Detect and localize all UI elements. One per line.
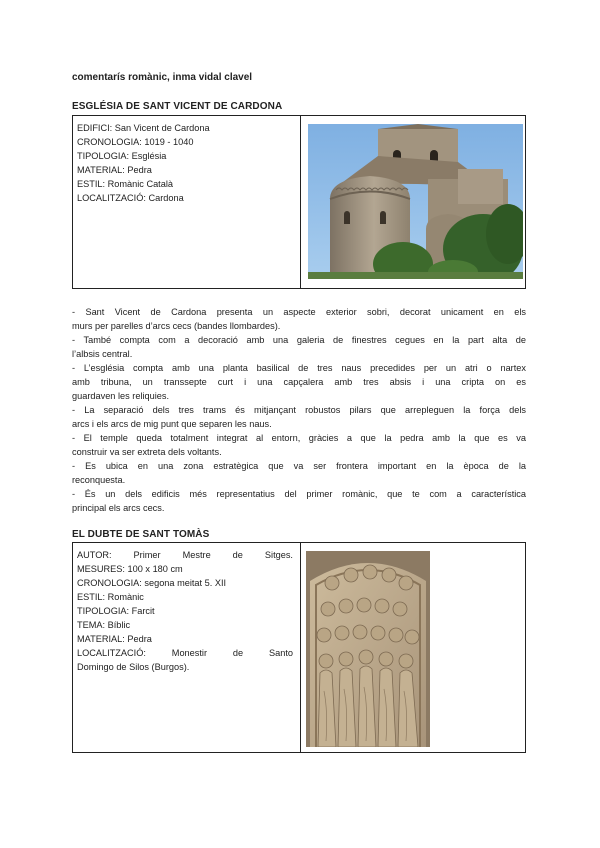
desc-line: - També compta com a decoració amb una galeria de finestres cegues en la part alta de <box>72 335 526 345</box>
desc-line: - El temple queda totalment integrat al entorn, gràcies a que la pedra amb la que es va <box>72 433 526 443</box>
desc-line: guardaven les reliquies. <box>72 391 170 401</box>
info-table-sant-tomas <box>72 542 526 753</box>
facts-list-cardona <box>77 121 210 205</box>
info-table-cardona <box>72 115 526 289</box>
fact-tema: TEMA: Bíblic <box>77 620 131 630</box>
description-cardona <box>72 305 526 515</box>
document-header: comentarís romànic, inma vidal clavel <box>72 72 253 83</box>
relief-photo <box>306 551 430 747</box>
fact-estil: ESTIL: Romànic <box>77 592 144 602</box>
desc-line: reconquesta. <box>72 475 126 485</box>
column-divider <box>300 543 301 752</box>
desc-line: principal els arcs cecs. <box>72 503 165 513</box>
desc-line: amb tribuna, un transsepte curt i una capçalera amb tres absis i una cripta on es <box>72 377 526 387</box>
fact-cronologia: CRONOLOGIA: 1019 - 1040 <box>77 137 194 147</box>
facts-list-sant-tomas <box>77 548 293 674</box>
fact-edifici: EDIFICI: San Vicent de Cardona <box>77 123 210 133</box>
desc-line: - L’església compta amb una planta basilical de tres naus precedides per un atri o nartex <box>72 363 526 373</box>
fact-autor: AUTOR: Primer Mestre de Sitges. <box>77 550 293 560</box>
fact-localitzacio: LOCALITZACIÓ: Monestir de Santo <box>77 648 293 658</box>
section-title-cardona: ESGLÉSIA DE SANT VICENT DE CARDONA <box>72 101 283 112</box>
fact-mesures: MESURES: 100 x 180 cm <box>77 564 183 574</box>
fact-estil: ESTIL: Romànic Català <box>77 179 173 189</box>
desc-line: arcs i els arcs de mig punt que separen les naus. <box>72 419 272 429</box>
fact-tipologia: TIPOLOGIA: Farcit <box>77 606 155 616</box>
fact-localitzacio-cont: Domingo de Silos (Burgos). <box>77 662 190 672</box>
desc-line: murs per parelles d’arcs cecs (bandes llombardes). <box>72 321 281 331</box>
section-title-sant-tomas: EL DUBTE DE SANT TOMÀS <box>72 529 210 540</box>
fact-material: MATERIAL: Pedra <box>77 165 152 175</box>
desc-line: - Sant Vicent de Cardona presenta un aspecte exterior sobri, decorat unicament en els <box>72 307 526 317</box>
church-photo <box>308 124 523 279</box>
column-divider <box>300 116 301 288</box>
desc-line: construir va ser extreta dels voltants. <box>72 447 222 457</box>
desc-line: - La separació dels tres trams és mitjançant robustos pilars que arrepleguen la força dels <box>72 405 526 415</box>
fact-localitzacio: LOCALITZACIÓ: Cardona <box>77 193 184 203</box>
desc-line: - Es ubica en una zona estratègica que va ser frontera important en la època de la <box>72 461 526 471</box>
fact-cronologia: CRONOLOGIA: segona meitat 5. XII <box>77 578 227 588</box>
fact-material: MATERIAL: Pedra <box>77 634 152 644</box>
desc-line: - És un dels edificis més representatius del primer romànic, que te com a característica <box>72 489 526 499</box>
desc-line: l’albsis central. <box>72 349 133 359</box>
fact-tipologia: TIPOLOGIA: Església <box>77 151 167 161</box>
